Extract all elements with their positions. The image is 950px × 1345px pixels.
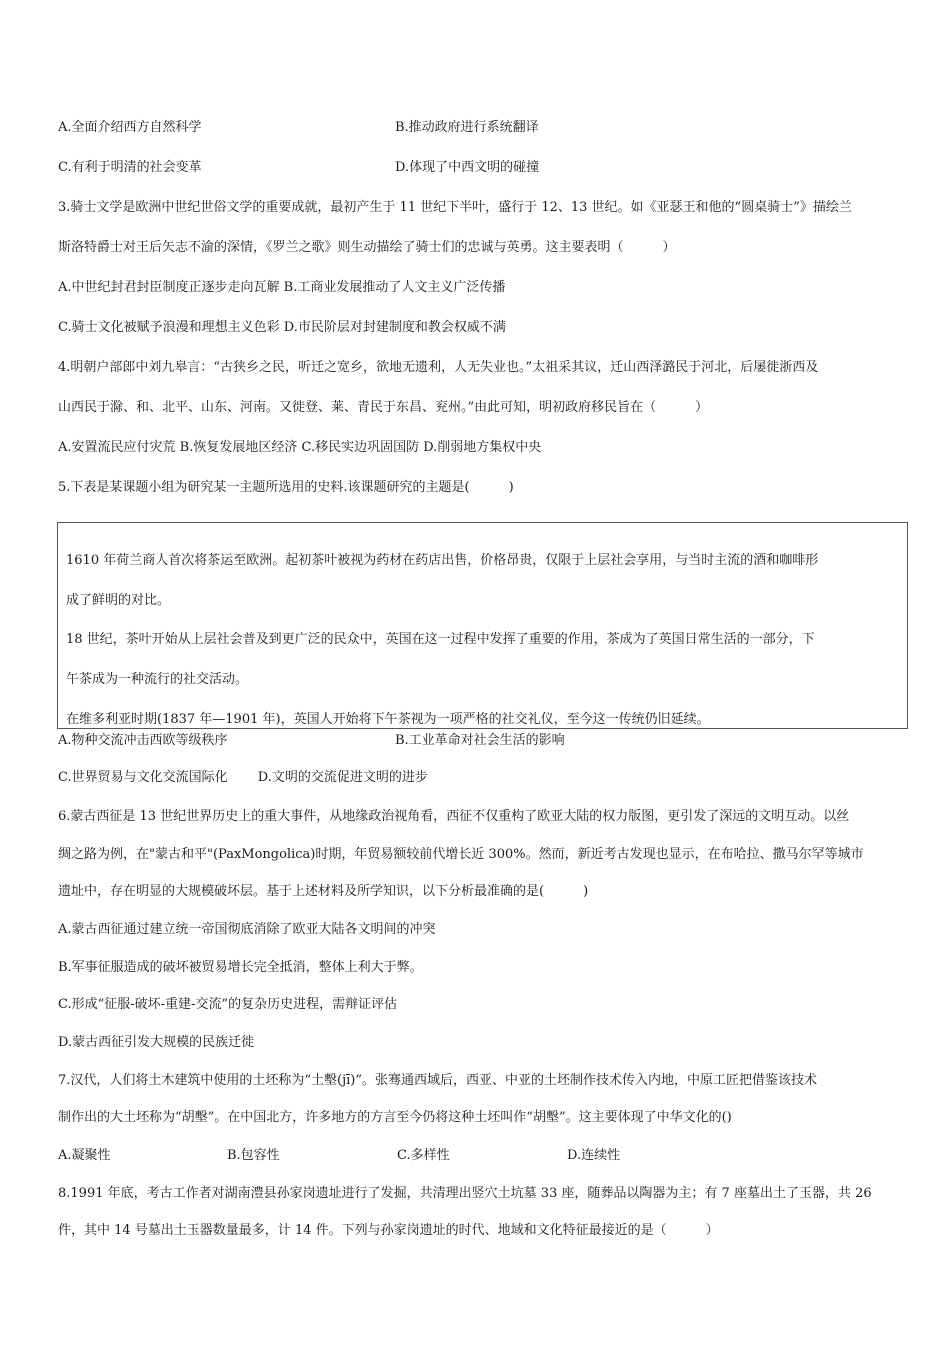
q5-material-line3: 18 世纪，茶叶开始从上层社会普及到更广泛的民众中，英国在这一过程中发挥了重要的作用，茶成为了英国日常生活的一部分，下: [66, 632, 815, 647]
q6-stem-line3: 遗址中，存在明显的大规模破坏层。基于上述材料及所学知识，以下分析最准确的是( ): [58, 884, 589, 899]
q7-option-b: B.包容性: [227, 1148, 280, 1163]
q3-stem-line2: 斯洛特爵士对王后矢志不渝的深情，《罗兰之歌》则生动描绘了骑士们的忠诚与英勇。这主要表明（ ）: [58, 240, 676, 255]
q6-option-c: C.形成“征服-破坏-重建-交流”的复杂历史进程，需辩证评估: [58, 997, 398, 1012]
q5-material-line5: 在维多利亚时期(1837 年—1901 年)，英国人开始将下午茶视为一项严格的社交礼仪，至今这一传统仍旧延续。: [66, 712, 710, 727]
q5-option-a: A.物种交流冲击西欧等级秩序: [58, 733, 228, 748]
q5-material-line2: 成了鲜明的对比。: [66, 593, 171, 608]
q6-stem-line2: 绸之路为例，在"蒙古和平"(PaxMongolica)时期，年贸易额较前代增长近 300%。然而，新近考古发现也显示，在布哈拉、撒马尔罕等城市: [58, 847, 864, 862]
q2-option-c: C.有利于明清的社会变革: [58, 160, 202, 175]
q6-option-a: A.蒙古西征通过建立统一帝国彻底消除了欧亚大陆各文明间的冲突: [58, 922, 436, 937]
q4-stem-line2: 山西民于滁、和、北平、山东、河南。又徙登、莱、青民于东昌、兖州。”由此可知，明初政府移民旨在（ ）: [58, 400, 709, 415]
q3-stem-line1: 3.骑士文学是欧洲中世纪世俗文学的重要成就，最初产生于 11 世纪下半叶，盛行于 12、13 世纪。如《亚瑟王和他的“圆桌骑士”》描绘兰: [58, 200, 852, 215]
q8-stem-line2: 件，其中 14 号墓出土玉器数量最多，计 14 件。下列与孙家岗遗址的时代、地域和文化特征最接近的是（ ）: [58, 1223, 719, 1238]
q7-stem-line2: 制作出的大土坯称为“胡墼”。在中国北方，许多地方的方言至今仍将这种土坯叫作“胡墼”。这主要体现了中华文化的(): [58, 1110, 732, 1125]
q5-options-line2: C.世界贸易与文化交流国际化 D.文明的交流促进文明的进步: [58, 770, 428, 785]
q4-stem-line1: 4.明朝户部郎中刘九皋言：“古狭乡之民，听迁之宽乡，欲地无遗利，人无失业也。”太祖采其议，迁山西泽潞民于河北，后屡徙浙西及: [58, 360, 819, 375]
q4-options: A.安置流民应付灾荒 B.恢复发展地区经济 C.移民实边巩固国防 D.削弱地方集权中央: [58, 440, 542, 455]
q5-material-line1: 1610 年荷兰商人首次将茶运至欧洲。起初茶叶被视为药材在药店出售，价格昂贵，仅限于上层社会享用，与当时主流的酒和咖啡形: [66, 553, 819, 568]
q7-option-d: D.连续性: [567, 1148, 621, 1163]
q7-option-c: C.多样性: [397, 1148, 450, 1163]
q2-option-a: A.全面介绍西方自然科学: [58, 120, 202, 135]
q7-stem-line1: 7.汉代，人们将土木建筑中使用的土坯称为“土墼(jī)”。张骞通西域后，西亚、中亚的土坯制作技术传入内地，中原工匠把借鉴该技术: [58, 1073, 818, 1088]
q3-options-line1: A.中世纪封君封臣制度正逐步走向瓦解 B.工商业发展推动了人文主义广泛传播: [58, 280, 506, 295]
q2-option-b: B.推动政府进行系统翻译: [395, 120, 539, 135]
q5-material-line4: 午茶成为一种流行的社交活动。: [66, 672, 249, 687]
q8-stem-line1: 8.1991 年底，考古工作者对湖南澧县孙家岗遗址进行了发掘，共清理出竖穴土坑墓 33 座，随葬品以陶器为主；有 7 座墓出土了玉器，共 26: [58, 1186, 872, 1201]
q3-options-line2: C.骑士文化被赋予浪漫和理想主义色彩 D.市民阶层对封建制度和教会权威不满: [58, 320, 506, 335]
q2-option-d: D.体现了中西文明的碰撞: [395, 160, 540, 175]
q6-stem-line1: 6.蒙古西征是 13 世纪世界历史上的重大事件，从地缘政治视角看，西征不仅重构了欧亚大陆的权力版图，更引发了深远的文明互动。以丝: [58, 809, 850, 824]
q7-option-a: A.凝聚性: [58, 1148, 111, 1163]
q6-option-d: D.蒙古西征引发大规模的民族迁徙: [58, 1035, 255, 1050]
q5-option-b: B.工业革命对社会生活的影响: [395, 733, 565, 748]
q5-stem: 5.下表是某课题小组为研究某一主题所选用的史料.该课题研究的主题是( ): [58, 480, 514, 495]
q6-option-b: B.军事征服造成的破坏被贸易增长完全抵消，整体上利大于弊。: [58, 960, 423, 975]
